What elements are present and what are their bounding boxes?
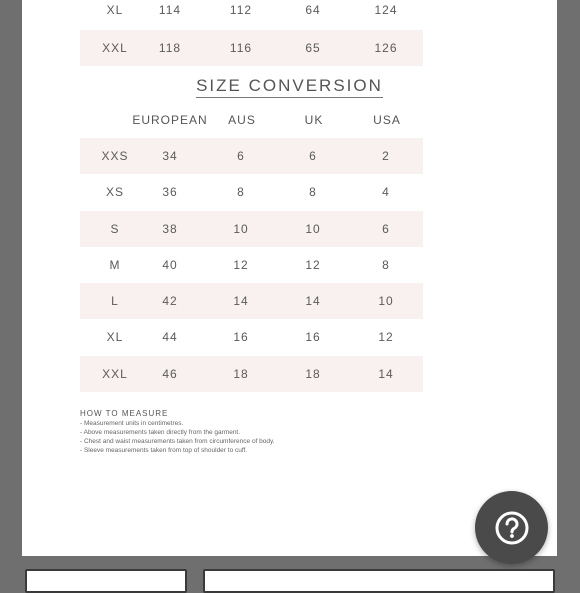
- size-cell: S: [110, 222, 120, 236]
- european-cell: 42: [162, 294, 178, 308]
- size-cell: M: [109, 258, 121, 272]
- header-usa: USA: [373, 113, 401, 127]
- bottom-left-button[interactable]: [25, 569, 187, 593]
- header-aus: AUS: [228, 113, 256, 127]
- usa-cell: 10: [378, 294, 394, 308]
- european-cell: 34: [162, 149, 178, 163]
- table-row: [80, 283, 423, 319]
- uk-cell: 8: [309, 185, 317, 199]
- european-cell: 38: [162, 222, 178, 236]
- value-cell: 114: [158, 3, 182, 17]
- aus-cell: 18: [233, 367, 249, 381]
- table-row: [80, 138, 423, 174]
- measure-note: - Above measurements taken directly from the garment.: [80, 429, 241, 436]
- size-chart-image: [22, 0, 557, 556]
- size-cell: XXL: [102, 41, 128, 55]
- size-cell: XS: [105, 185, 124, 199]
- header-uk: UK: [304, 113, 324, 127]
- aus-cell: 6: [237, 149, 245, 163]
- size-cell: XL: [106, 3, 124, 17]
- size-cell: L: [111, 294, 119, 308]
- size-cell: XXL: [102, 367, 128, 381]
- usa-cell: 4: [382, 185, 390, 199]
- value-cell: 124: [374, 3, 398, 17]
- uk-cell: 16: [305, 330, 321, 344]
- usa-cell: 8: [382, 258, 390, 272]
- help-button[interactable]: [475, 491, 548, 564]
- measure-note: - Sleeve measurements taken from top of shoulder to cuff.: [80, 447, 248, 454]
- aus-cell: 14: [233, 294, 249, 308]
- size-cell: XL: [106, 330, 124, 344]
- usa-cell: 6: [382, 222, 390, 236]
- measure-note: - Measurement units in centimetres.: [80, 420, 184, 427]
- table-row: [80, 0, 423, 28]
- value-cell: 65: [305, 41, 321, 55]
- european-cell: 46: [162, 367, 178, 381]
- european-cell: 36: [162, 185, 178, 199]
- value-cell: 126: [374, 41, 398, 55]
- measure-note: - Chest and waist measurements taken from circumference of body.: [80, 438, 275, 445]
- aus-cell: 8: [237, 185, 245, 199]
- uk-cell: 18: [305, 367, 321, 381]
- table-row: [80, 30, 423, 66]
- european-cell: 40: [162, 258, 178, 272]
- question-circle-icon: [494, 510, 530, 546]
- uk-cell: 6: [309, 149, 317, 163]
- size-conversion-title: SIZE CONVERSION: [22, 76, 557, 96]
- table-row: [80, 174, 423, 210]
- european-cell: 44: [162, 330, 178, 344]
- uk-cell: 14: [305, 294, 321, 308]
- bottom-right-button[interactable]: [203, 569, 555, 593]
- usa-cell: 14: [378, 367, 394, 381]
- size-cell: XXS: [101, 149, 129, 163]
- how-to-measure-heading: HOW TO MEASURE: [80, 409, 169, 418]
- table-row: [80, 356, 423, 392]
- aus-cell: 10: [233, 222, 249, 236]
- table-row: [80, 211, 423, 247]
- uk-cell: 10: [305, 222, 321, 236]
- header-european: EUROPEAN: [132, 113, 208, 127]
- value-cell: 118: [158, 41, 182, 55]
- uk-cell: 12: [305, 258, 321, 272]
- table-row: [80, 319, 423, 355]
- table-row: [80, 247, 423, 283]
- value-cell: 116: [229, 41, 253, 55]
- usa-cell: 12: [378, 330, 394, 344]
- usa-cell: 2: [382, 149, 390, 163]
- value-cell: 64: [305, 3, 321, 17]
- value-cell: 112: [229, 3, 253, 17]
- how-to-measure: [80, 409, 380, 455]
- aus-cell: 12: [233, 258, 249, 272]
- aus-cell: 16: [233, 330, 249, 344]
